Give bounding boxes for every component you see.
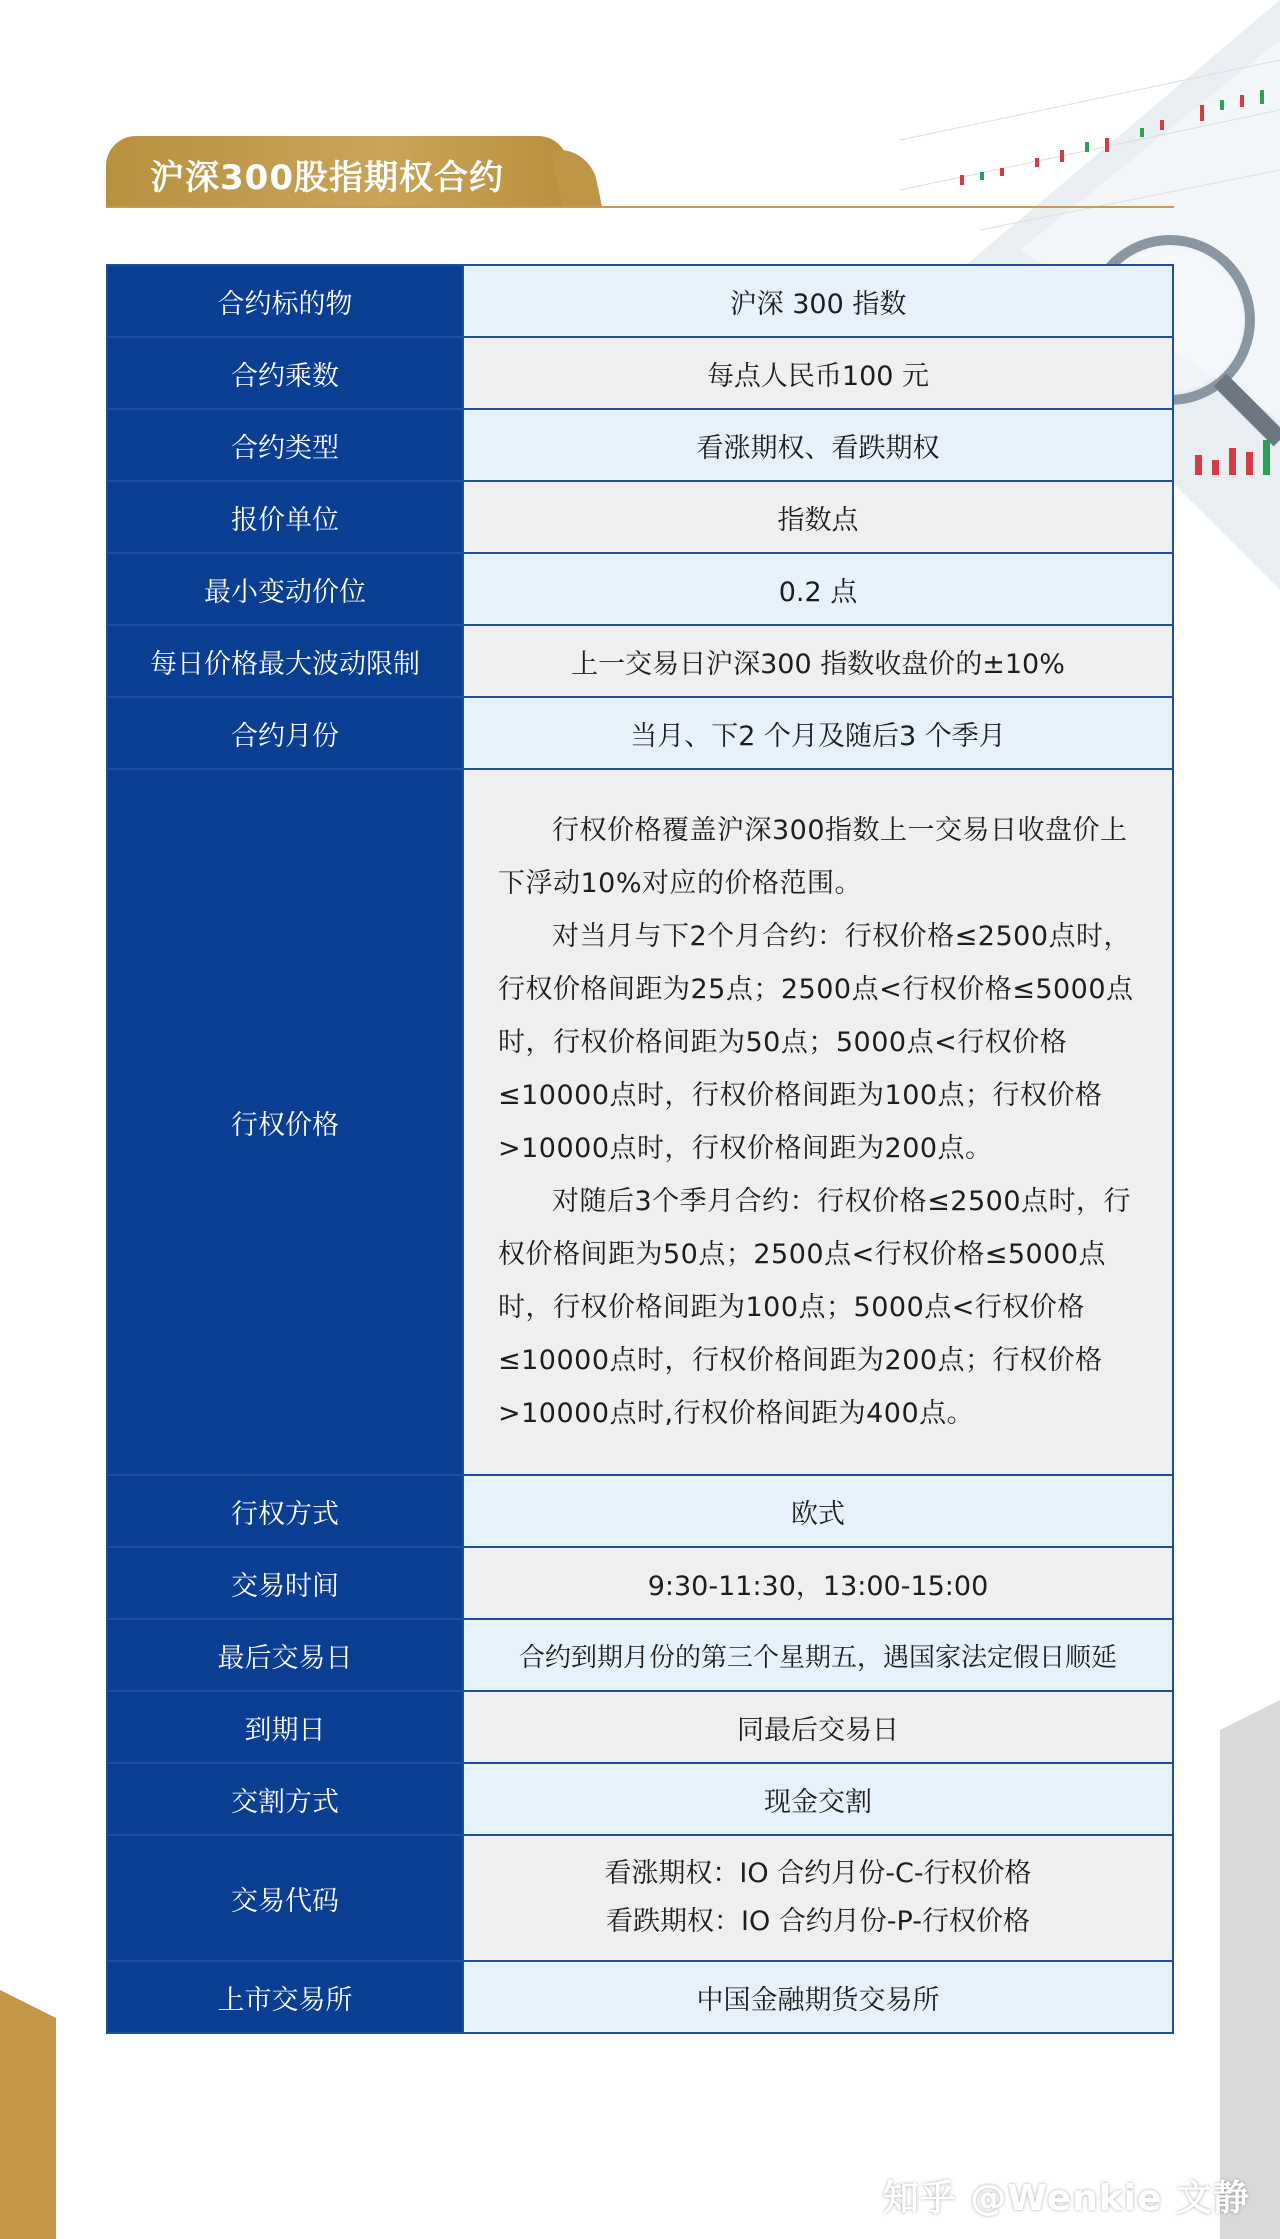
row-value: 9:30-11:30，13:00-15:00	[463, 1547, 1173, 1619]
row-label: 最小变动价位	[107, 553, 463, 625]
strike-paragraph: 对当月与下2个月合约：行权价格≤2500点时，行权价格间距为25点；2500点<行权价格≤5000点时，行权价格间距为50点；5000点<行权价格≤10000点时，行权价格间距为100点；行权价格>10000点时，行权价格间距为200点。	[498, 921, 1134, 1164]
row-value: 欧式	[463, 1475, 1173, 1547]
table-row-strike-price	[107, 769, 1173, 1475]
table-row	[107, 1619, 1173, 1691]
row-label: 交易时间	[107, 1547, 463, 1619]
put-option-code: 看跌期权：IO 合约月份-P-行权价格	[606, 1906, 1030, 1937]
row-label: 合约月份	[107, 697, 463, 769]
row-label: 到期日	[107, 1691, 463, 1763]
row-label: 报价单位	[107, 481, 463, 553]
table-row	[107, 481, 1173, 553]
table-row	[107, 1547, 1173, 1619]
table-row	[107, 625, 1173, 697]
table-row	[107, 697, 1173, 769]
page-title: 沪深300股指期权合约	[150, 158, 504, 198]
title-underline	[106, 206, 1174, 208]
row-value: 沪深 300 指数	[463, 265, 1173, 337]
row-value: 中国金融期货交易所	[463, 1961, 1173, 2033]
strike-paragraph: 行权价格覆盖沪深300指数上一交易日收盘价上下浮动10%对应的价格范围。	[498, 815, 1128, 899]
row-label: 合约类型	[107, 409, 463, 481]
row-label: 行权方式	[107, 1475, 463, 1547]
row-label: 行权价格	[107, 769, 463, 1475]
row-value	[463, 1835, 1173, 1961]
table-row	[107, 265, 1173, 337]
left-gold-corner-decoration	[0, 1990, 56, 2239]
row-value: 0.2 点	[463, 553, 1173, 625]
row-label: 交割方式	[107, 1763, 463, 1835]
row-label: 上市交易所	[107, 1961, 463, 2033]
zhihu-watermark: 知乎 @Wenkie 文静	[882, 2178, 1250, 2219]
table-row	[107, 1961, 1173, 2033]
row-value: 每点人民币100 元	[463, 337, 1173, 409]
title-banner	[106, 136, 1174, 208]
row-value: 上一交易日沪深300 指数收盘价的±10%	[463, 625, 1173, 697]
contract-spec-table	[106, 264, 1174, 2034]
strike-price-rules	[464, 804, 1172, 1440]
table-row	[107, 1763, 1173, 1835]
row-value: 看涨期权、看跌期权	[463, 409, 1173, 481]
table-row	[107, 1475, 1173, 1547]
row-label: 最后交易日	[107, 1619, 463, 1691]
table-row	[107, 553, 1173, 625]
strike-paragraph: 对随后3个季月合约：行权价格≤2500点时，行权价格间距为50点；2500点<行权价格≤5000点时，行权价格间距为100点；5000点<行权价格≤10000点时，行权价格间距为200点；行权价格>10000点时,行权价格间距为400点。	[498, 1186, 1132, 1429]
table-row	[107, 337, 1173, 409]
table-row	[107, 409, 1173, 481]
row-value	[463, 769, 1173, 1475]
row-value: 当月、下2 个月及随后3 个季月	[463, 697, 1173, 769]
row-label: 合约乘数	[107, 337, 463, 409]
row-value: 现金交割	[463, 1763, 1173, 1835]
right-grey-corner-decoration	[1220, 1700, 1280, 2239]
row-value: 合约到期月份的第三个星期五，遇国家法定假日顺延	[463, 1619, 1173, 1691]
row-label: 每日价格最大波动限制	[107, 625, 463, 697]
call-option-code: 看涨期权：IO 合约月份-C-行权价格	[604, 1858, 1032, 1889]
row-value: 同最后交易日	[463, 1691, 1173, 1763]
row-value: 指数点	[463, 481, 1173, 553]
row-label: 合约标的物	[107, 265, 463, 337]
table-row	[107, 1691, 1173, 1763]
table-row	[107, 1835, 1173, 1961]
row-label: 交易代码	[107, 1835, 463, 1961]
